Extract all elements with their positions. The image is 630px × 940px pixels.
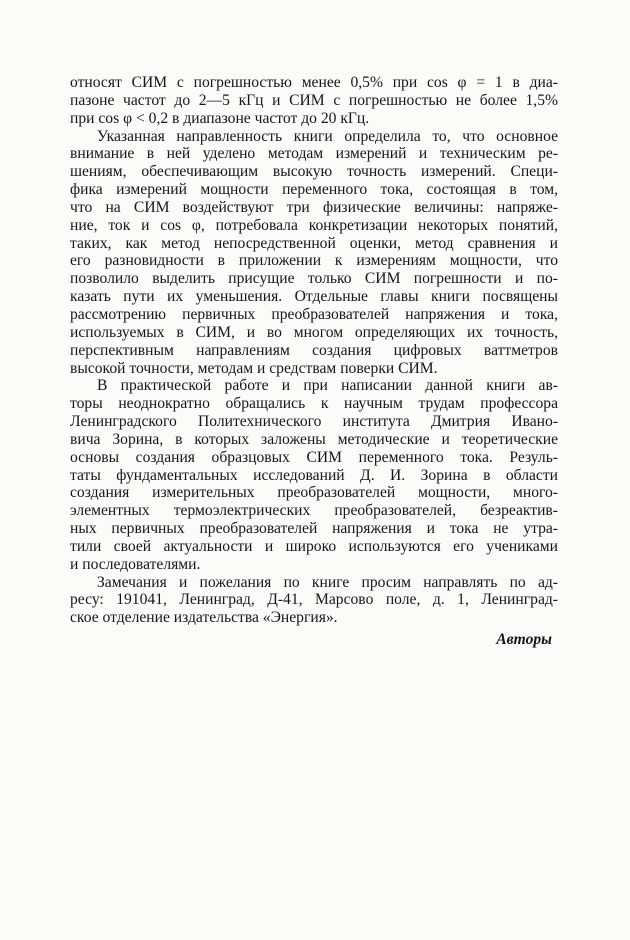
text-line: и последователями. (70, 555, 201, 573)
text-line: фика измерений мощности переменного тока, состоящая в том, (70, 181, 558, 199)
text-line: пазоне частот до 2—5 кГц и СИМ с погрешностью не более 1,5% (70, 91, 558, 109)
paragraph-intro-continuation (70, 74, 558, 128)
paragraph-book-focus (70, 128, 558, 378)
text-line: ние, ток и cos φ, потребовала конкретизации некоторых понятий, (70, 216, 558, 234)
text-line: создания измерительных преобразователей мощности, много- (70, 484, 558, 502)
text-line: рассмотрению первичных преобразователей напряжения и тока, (70, 305, 558, 323)
authors-signature: Авторы (496, 631, 552, 649)
text-line: вича Зорина, в которых заложены методические и теоретические (70, 430, 558, 448)
text-line: основы создания образцовых СИМ переменного тока. Резуль- (70, 448, 558, 466)
text-line: внимание в ней уделено методам измерений и техническим ре- (70, 145, 558, 163)
text-line: высокой точности, методам и средствам поверки СИМ. (70, 359, 438, 377)
text-line: таких, как метод непосредственной оценки, метод сравнения и (70, 234, 558, 252)
text-line: казать пути их уменьшения. Отдельные главы книги посвящены (70, 288, 558, 306)
paragraph-acknowledgement (70, 377, 558, 573)
text-line: ных первичных преобразователей напряжения и тока не утра- (70, 520, 558, 538)
text-line: используемых в СИМ, и во многом определяющих их точность, (70, 323, 558, 341)
text-line: при cos φ < 0,2 в диапазоне частот до 20 кГц. (70, 109, 370, 127)
text-line: Указанная направленность книги определила то, что основное (97, 127, 558, 145)
text-line: ресу: 191041, Ленинград, Д-41, Марсово поле, д. 1, Ленинград- (70, 591, 558, 609)
text-line: относят СИМ с погрешностью менее 0,5% при cos φ = 1 в диа- (70, 74, 558, 91)
text-line: Ленинградского Политехнического института Дмитрия Ивано- (70, 413, 558, 431)
text-line: В практической работе и при написании данной книги ав- (97, 377, 558, 395)
text-line: Замечания и пожелания по книге просим направлять по ад- (97, 573, 558, 591)
text-line: позволило выделить присущие только СИМ погрешности и по- (70, 270, 558, 288)
text-line: перспективным направлениям создания цифровых ваттметров (70, 341, 558, 359)
text-line: таты фундаментальных исследований Д. И. Зорина в области (70, 466, 558, 484)
text-line: тили своей актуальности и широко используются его учениками (70, 537, 558, 555)
text-line: ское отделение издательства «Энергия». (70, 609, 338, 627)
page-body (70, 74, 558, 649)
text-line: торы неоднократно обращались к научным трудам профессора (70, 395, 558, 413)
text-line: его разновидности в приложении к измерениям мощности, что (70, 252, 558, 270)
text-line: что на СИМ воздействуют три физические величины: напряже- (70, 198, 558, 216)
paragraph-feedback-address (70, 574, 558, 628)
text-line: шениям, обеспечивающим высокую точность измерений. Специ- (70, 163, 558, 181)
text-line: элементных термоэлектрических преобразователей, безреактив- (70, 502, 558, 520)
